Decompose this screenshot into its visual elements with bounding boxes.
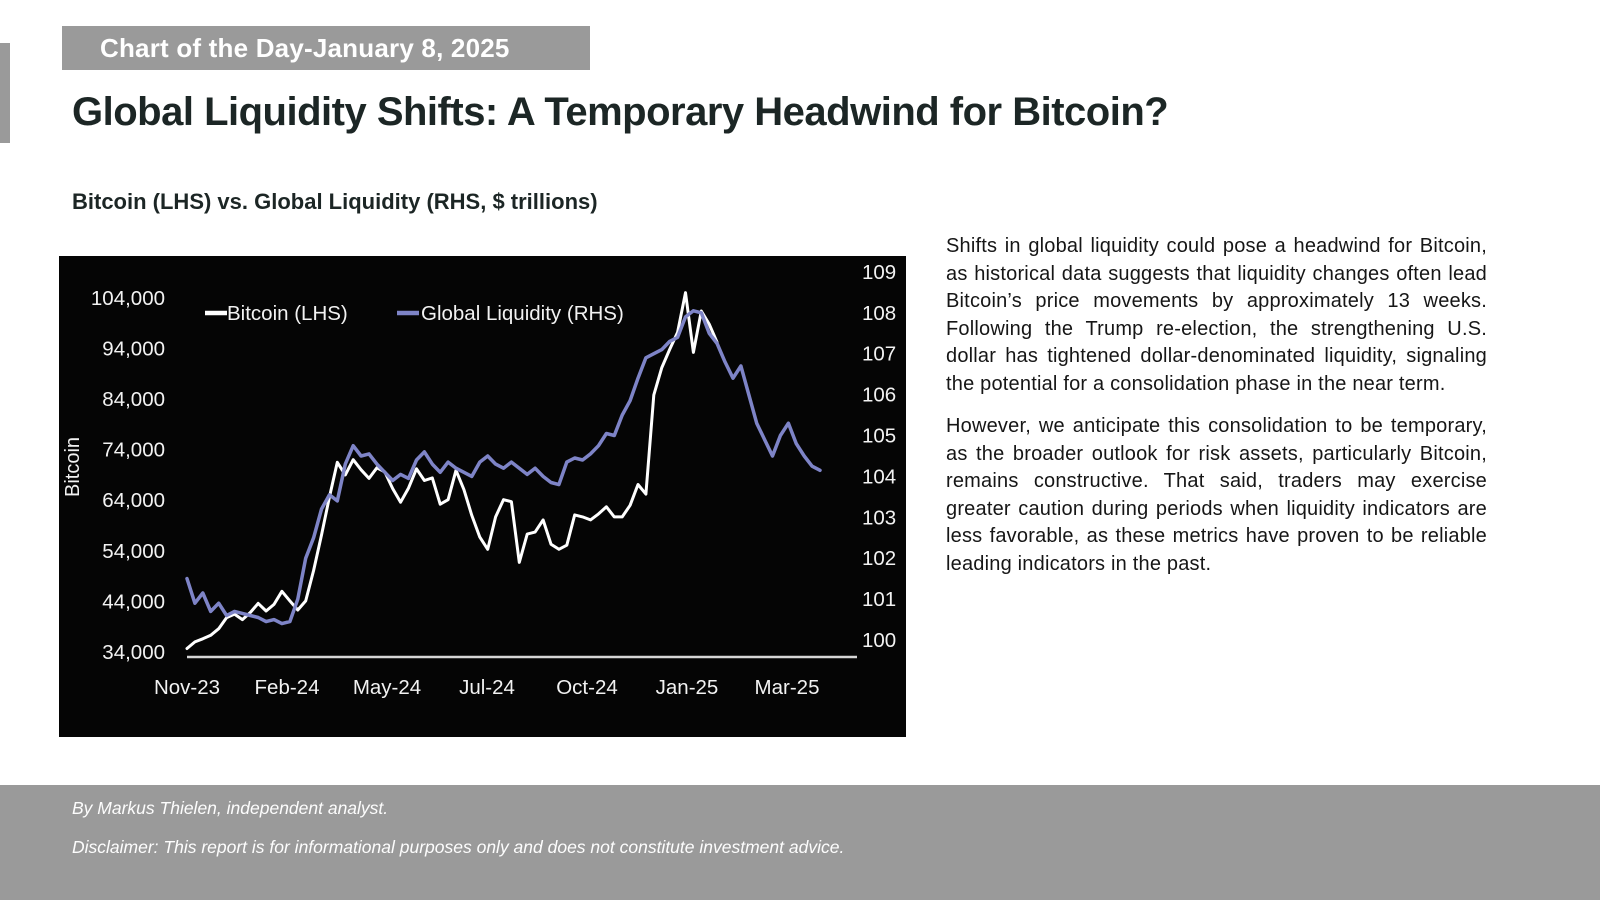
right-axis-tick: 103 — [862, 506, 897, 530]
right-axis-tick: 102 — [862, 547, 897, 571]
byline: By Markus Thielen, independent analyst. — [72, 798, 389, 818]
chart-panel — [59, 256, 906, 737]
legend-label: Global Liquidity (RHS) — [421, 302, 624, 325]
right-axis-tick: 108 — [862, 301, 897, 325]
left-axis-tick: 44,000 — [102, 590, 165, 614]
series-global-liquidity — [187, 311, 820, 624]
commentary-paragraph-1: Shifts in global liquidity could pose a headwind for Bitcoin, as historical data suggests that liquidity changes often lead Bitcoin’s price movements by approximately 13 weeks. Following the Trump re-election, the strengthening U.S. dollar has tightened dollar-denominated liquidity, signaling the potential for a consolidation phase in the near term. — [946, 235, 1487, 395]
bitcoin-liquidity-line-chart — [59, 256, 906, 737]
right-axis-tick: 100 — [862, 629, 897, 652]
y-axis-title: Bitcoin — [62, 436, 84, 498]
legend-label: Bitcoin (LHS) — [227, 302, 348, 325]
right-axis-tick: 106 — [862, 383, 897, 407]
left-accent-bar — [0, 43, 10, 143]
left-axis-tick: 94,000 — [102, 337, 165, 361]
page-title: Global Liquidity Shifts: A Temporary Headwind for Bitcoin? — [72, 90, 1169, 134]
left-axis-tick: 84,000 — [102, 388, 165, 411]
right-axis-tick: 107 — [862, 342, 897, 366]
x-axis-tick: May-24 — [352, 676, 422, 699]
disclaimer: Disclaimer: This report is for informational purposes only and does not constitute investment advice. — [72, 837, 845, 857]
x-axis-tick: Oct-24 — [556, 676, 618, 699]
right-axis-tick: 104 — [862, 465, 897, 489]
x-axis-tick: Mar-25 — [754, 676, 820, 699]
chart-subtitle: Bitcoin (LHS) vs. Global Liquidity (RHS, $ trillions) — [72, 189, 598, 214]
x-axis-tick: Jul-24 — [459, 676, 515, 699]
x-axis-tick: Jan-25 — [655, 676, 719, 699]
x-axis-tick: Feb-24 — [254, 676, 320, 699]
commentary-column — [946, 233, 1487, 593]
commentary-paragraph-2: However, we anticipate this consolidation to be temporary, as the broader outlook for risk assets, particularly Bitcoin, remains constructive. That said, traders may exercise greater caution during periods when liquidity indicators are less favorable, as these metrics have proven to be reliable leading indicators in the past. — [946, 415, 1487, 575]
left-axis-tick: 104,000 — [90, 286, 165, 310]
left-axis-tick: 74,000 — [102, 438, 165, 462]
x-axis-tick: Nov-23 — [153, 676, 221, 699]
right-axis-tick: 101 — [862, 588, 897, 612]
right-axis-tick: 109 — [862, 260, 897, 284]
left-axis-tick: 34,000 — [102, 641, 165, 664]
date-badge — [62, 26, 590, 70]
series-bitcoin — [187, 293, 717, 649]
left-axis-tick: 64,000 — [102, 489, 165, 513]
date-badge-label: Chart of the Day-January 8, 2025 — [100, 33, 510, 63]
footer-band — [0, 785, 1600, 900]
left-axis-tick: 54,000 — [102, 539, 165, 563]
right-axis-tick: 105 — [862, 424, 897, 448]
